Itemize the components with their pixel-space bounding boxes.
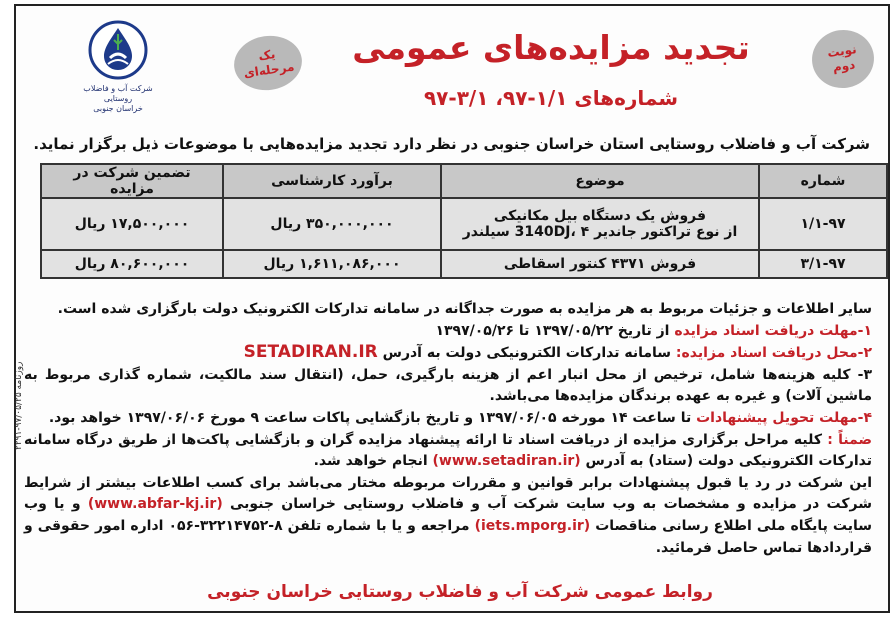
stage-badge — [231, 32, 306, 95]
item-2 — [24, 342, 872, 365]
note-text: کلیه مراحل برگزاری مزایده از دریافت اسناد تا ارائه پیشنهاد مزایده گران و بازگشایی پاکت‌ها از طریق درگاه سامانه تدارکات الکترونیکی دولت (ستاد) به آدرس — [24, 431, 872, 470]
side-code: روزنامه ۹۷/۰۵/۲۵-۲۲۹۱ — [14, 361, 24, 451]
auction-table — [40, 163, 888, 279]
note — [24, 430, 872, 473]
header-subject: موضوع — [441, 164, 759, 198]
logo-name-line2: خراسان جنوبی — [93, 104, 143, 113]
closing-part3: مراجعه و یا با شماره تلفن ۸-۳۲۲۱۴۷۵۲-۰۵۶ اداره امور حقوقی و قراردادها تماس حاصل فرمائید. — [24, 517, 872, 556]
item-1-text: از تاریخ ۱۳۹۷/۰۵/۲۲ تا ۱۳۹۷/۰۵/۲۶ — [435, 322, 675, 339]
item-2-label: ۲-محل دریافت اسناد مزایده: — [675, 345, 872, 362]
table-row — [41, 250, 887, 278]
header-number: شماره — [759, 164, 887, 198]
closing-part1: این شرکت در رد یا قبول پیشنهادات برابر قوانین و مقررات مربوطه مختار می‌باشد برای کسب اطلاعات بیشتر از شرایط شرکت در مزایده و مشخصات به وب سایت شرکت آب و فاضلاب روستایی خراسان جنوبی — [24, 474, 872, 513]
note-site-link[interactable]: (www.setadiran.ir) — [432, 453, 581, 470]
advertisement-frame — [14, 4, 890, 613]
table-header-row — [41, 164, 887, 198]
subject-line1: فروش یک دستگاه بیل مکانیکی — [493, 208, 707, 224]
company-logo — [74, 20, 160, 116]
item-4 — [24, 408, 872, 430]
note-end: انجام خواهد شد. — [313, 453, 433, 470]
body-text — [24, 299, 872, 559]
table-row — [41, 198, 887, 250]
cell-subject — [441, 198, 759, 250]
item-3: ۳- کلیه هزینه‌ها شامل، ترخیص از محل انبار اعم از هزینه بارگیری، حمل، (انتقال سند مالکیت، شماره گذاری مربوط به ماشین آلات) و غیره به عهده برندگان مزایده‌ها می‌باشد. — [24, 366, 872, 405]
page-title: تجدید مزایده‌های عمومی — [352, 28, 750, 67]
item-1-label: ۱-مهلت دریافت اسناد مزایده — [674, 322, 872, 339]
item-4-label: ۴-مهلت تحویل پیشنهادات — [696, 409, 872, 426]
auction-numbers: شماره‌های ۱/۱-۹۷، ۳/۱-۹۷ — [423, 86, 679, 110]
footer-signature: روابط عمومی شرکت آب و فاضلاب روستایی خراسان جنوبی — [207, 582, 713, 602]
abfar-link[interactable]: (www.abfar-kj.ir) — [87, 496, 223, 513]
iets-link[interactable]: (iets.mporg.ir) — [474, 517, 591, 534]
subject-line2: از نوع تراکتور جاندیر 3140DJ، ۴ سیلندر — [462, 224, 738, 240]
water-drop-logo-icon — [88, 20, 148, 80]
round-badge — [808, 26, 877, 92]
stage-badge-line2: مرحله‌ای — [242, 59, 296, 81]
closing-text — [24, 473, 872, 559]
note-label: ضمناً : — [827, 431, 872, 448]
item-1 — [24, 321, 872, 343]
header-guarantee: تضمین شرکت در مزایده — [41, 164, 223, 198]
cell-number: ۳/۱-۹۷ — [759, 250, 887, 278]
cell-subject: فروش ۴۳۷۱ کنتور اسقاطی — [441, 250, 759, 278]
logo-name-line1: شرکت آب و فاضلاب روستایی — [83, 84, 153, 103]
cell-estimate: ۳۵۰,۰۰۰,۰۰۰ ریال — [223, 198, 441, 250]
intro-text: شرکت آب و فاضلاب روستایی استان خراسان جنوبی در نظر دارد تجدید مزایده‌هایی با موضوعات ذیل برگزار نماید. — [33, 135, 870, 153]
cell-guarantee: ۱۷,۵۰۰,۰۰۰ ریال — [41, 198, 223, 250]
closing-part2: و یا وب سایت پایگاه ملی اطلاع رسانی مناقصات — [24, 496, 873, 534]
stage-badge-line1: یک — [257, 46, 277, 64]
setadiran-link[interactable]: SETADIRAN.IR — [243, 342, 378, 363]
cell-estimate: ۱,۶۱۱,۰۸۶,۰۰۰ ریال — [223, 250, 441, 278]
header-estimate: برآورد کارشناسی — [223, 164, 441, 198]
item-2-text: سامانه تدارکات الکترونیکی دولت به آدرس — [377, 345, 676, 362]
round-badge-line1: نوبت — [826, 42, 858, 61]
item-4-text: تا ساعت ۱۴ مورخه ۱۳۹۷/۰۶/۰۵ و تاریخ بازگشایی پاکات ساعت ۹ مورخ ۱۳۹۷/۰۶/۰۶ خواهد بود. — [48, 409, 697, 426]
cell-number: ۱/۱-۹۷ — [759, 198, 887, 250]
round-badge-line2: دوم — [831, 57, 857, 75]
cell-guarantee: ۸۰,۶۰۰,۰۰۰ ریال — [41, 250, 223, 278]
body-intro: سایر اطلاعات و جزئیات مربوط به هر مزایده به صورت جداگانه در سامانه تدارکات الکترونیک دولت بارگزاری شده است. — [57, 301, 872, 317]
